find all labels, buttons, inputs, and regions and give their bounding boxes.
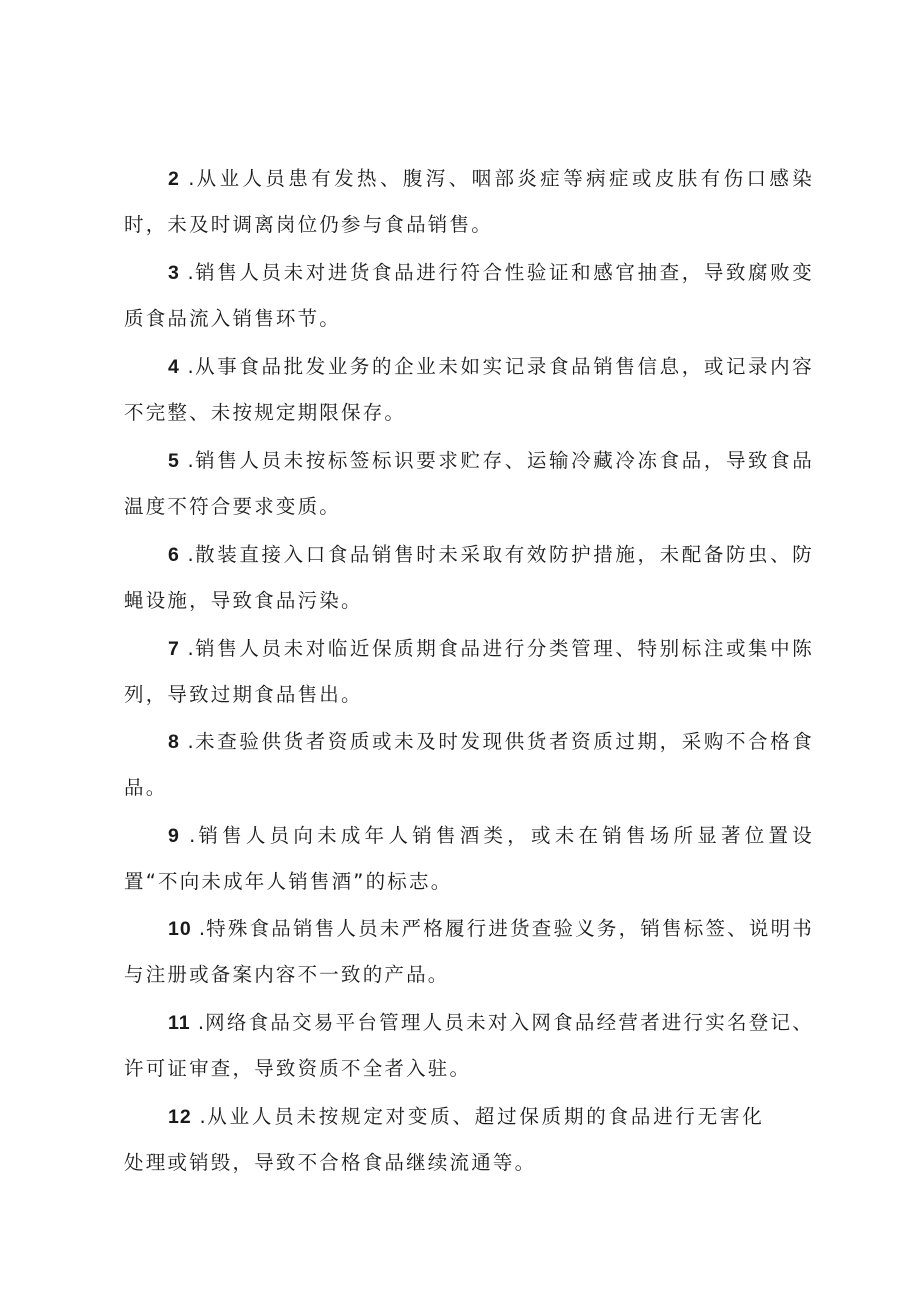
item-text: 销售人员未对进货食品进行符合性验证和感官抽查，导致腐败变质食品流入销售环节。 (124, 261, 814, 330)
list-item: 8 .未查验供货者资质或未及时发现供货者资质过期，采购不合格食品。 (124, 730, 814, 799)
item-text: 从业人员患有发热、腹泻、咽部炎症等病症或皮肤有伤口感染时，未及时调离岗位仍参与食品销售。 (124, 167, 814, 236)
list-item: 11 .网络食品交易平台管理人员未对入网食品经营者进行实名登记、许可证审查，导致资质不全者入驻。 (124, 1011, 814, 1080)
list-item: 3 .销售人员未对进货食品进行符合性验证和感官抽查，导致腐败变质食品流入销售环节。 (124, 261, 814, 330)
item-number: 6 (168, 544, 180, 566)
list-item: 7 .销售人员未对临近保质期食品进行分类管理、特别标注或集中陈列，导致过期食品售出。 (124, 637, 814, 706)
item-number: 12 (168, 1106, 192, 1128)
item-text: 从事食品批发业务的企业未如实记录食品销售信息，或记录内容不完整、未按规定期限保存。 (124, 355, 814, 424)
list-item: 5 .销售人员未按标签标识要求贮存、运输冷藏冷冻食品，导致食品温度不符合要求变质。 (124, 449, 814, 518)
item-number: 7 (168, 638, 180, 660)
item-number: 10 (168, 918, 192, 940)
item-number: 11 (168, 1012, 191, 1034)
item-text: 散装直接入口食品销售时未采取有效防护措施，未配备防虫、防蝇设施，导致食品污染。 (124, 543, 814, 612)
item-text: 网络食品交易平台管理人员未对入网食品经营者进行实名登记、许可证审查，导致资质不全者入驻。 (124, 1011, 814, 1080)
item-number: 4 (168, 356, 180, 378)
item-text: 销售人员向未成年人销售酒类，或未在销售场所显著位置设置“不向未成年人销售酒”的标志。 (124, 824, 815, 893)
list-item: 6 .散装直接入口食品销售时未采取有效防护措施，未配备防虫、防蝇设施，导致食品污染。 (124, 543, 814, 612)
list-item: 4 .从事食品批发业务的企业未如实记录食品销售信息，或记录内容不完整、未按规定期限保存。 (124, 355, 814, 424)
item-number: 8 (168, 731, 180, 753)
item-text: 未查验供货者资质或未及时发现供货者资质过期，采购不合格食品。 (124, 730, 814, 799)
item-text: 从业人员未按规定对变质、超过保质期的食品进行无害化处理或销毁，导致不合格食品继续流通等。 (124, 1105, 764, 1174)
item-text: 销售人员未按标签标识要求贮存、运输冷藏冷冻食品，导致食品温度不符合要求变质。 (124, 449, 814, 518)
list-item: 2 .从业人员患有发热、腹泻、咽部炎症等病症或皮肤有伤口感染时，未及时调离岗位仍参与食品销售。 (124, 167, 814, 236)
item-number: 9 (168, 825, 180, 847)
item-number: 2 (168, 168, 180, 190)
list-item: 12 .从业人员未按规定对变质、超过保质期的食品进行无害化处理或销毁，导致不合格食品继续流通等。 (124, 1105, 764, 1174)
item-number: 5 (168, 450, 180, 472)
item-text: 销售人员未对临近保质期食品进行分类管理、特别标注或集中陈列，导致过期食品售出。 (124, 637, 814, 706)
list-item: 10 .特殊食品销售人员未严格履行进货查验义务，销售标签、说明书与注册或备案内容不一致的产品。 (124, 917, 814, 986)
item-number: 3 (168, 262, 180, 284)
list-item: 9 .销售人员向未成年人销售酒类，或未在销售场所显著位置设置“不向未成年人销售酒”的标志。 (124, 824, 815, 893)
item-text: 特殊食品销售人员未严格履行进货查验义务，销售标签、说明书与注册或备案内容不一致的产品。 (124, 917, 814, 986)
